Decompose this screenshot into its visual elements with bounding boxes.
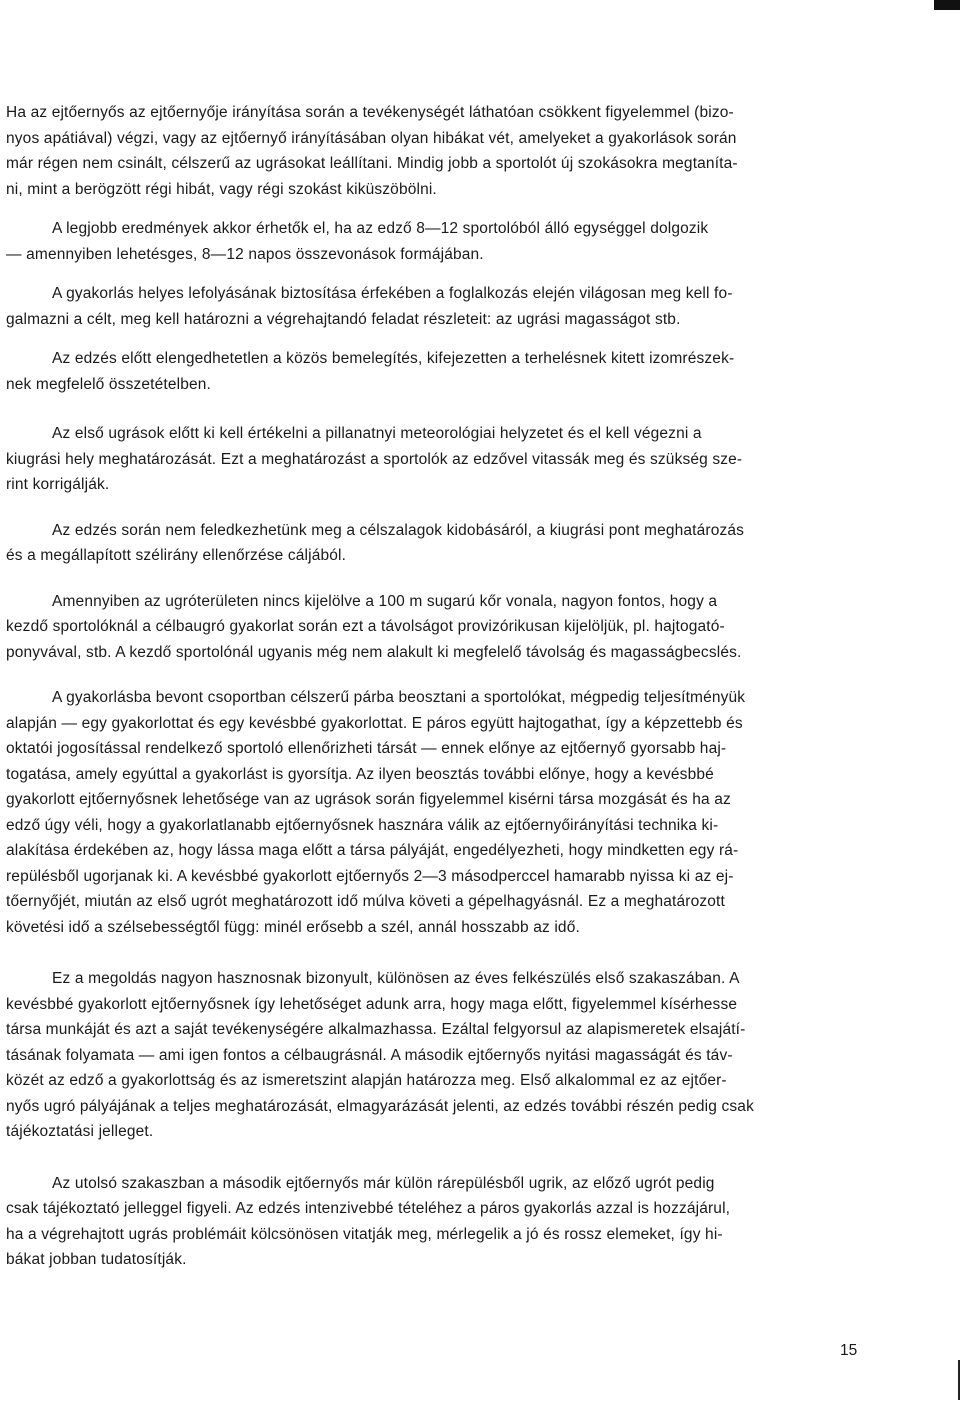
paragraph (6, 589, 884, 666)
text-line: társa munkáját és azt a saját tevékenységére alkalmazhassa. Ezáltal felgyorsul az alapismeretek elsajátí- (6, 1021, 746, 1038)
text-line: A gyakorlás helyes lefolyásának biztosítása érfekében a foglalkozás elején világosan meg kell fo- (52, 285, 733, 302)
text-line: repülésből ugorjanak ki. A kevésbbé gyakorlott ejtőernyős 2—3 másodperccel hamarabb nyissa ki az ej- (6, 867, 734, 885)
text-line: Az utolsó szakaszban a második ejtőernyős már külön rárepülésből ugrik, az előző ugrót pedig (52, 1174, 715, 1192)
paragraph (6, 100, 884, 202)
text-line: Az edzés előtt elengedhetetlen a közös bemelegítés, kifejezetten a terhelésnek kitett izomrészek- (52, 350, 735, 367)
text-line: gyakorlott ejtőernyősnek lehetősége van az ugrások során figyelemmel kisérni társa mozgását és ha az (6, 791, 731, 808)
text-line: ni, mint a berögzött régi hibát, vagy régi szokást kiküszöbölni. (6, 180, 437, 198)
paragraph (6, 1171, 884, 1273)
paragraph (6, 685, 884, 940)
text-line: tájékoztatási jelleget. (6, 1123, 154, 1140)
text-line: tásának folyamata — ami igen fontos a célbaugrásnál. A második ejtőernyős nyitási magasságát és táv- (6, 1046, 733, 1064)
text-line: A gyakorlásba bevont csoportban célszerű párba beosztani a sportolókat, mégpedig teljesítményük (52, 689, 746, 706)
paragraph (6, 216, 884, 267)
text-line: kevésbbé gyakorlott ejtőernyősnek így lehetőséget adunk arra, hogy maga előtt, figyelemmel kísérhesse (6, 995, 738, 1013)
text-line: és a megállapított szélirány ellenőrzése cáljából. (6, 547, 347, 564)
text-line: csak tájékoztató jelleggel figyeli. Az edzés intenzivebbé tételéhez a páros gyakorlás azzal is hozzájárul, (6, 1200, 731, 1217)
text-line: nyős ugró pályájának a teljes meghatározását, elmagyarázását jelenti, az edzés további részén pedig csak (6, 1097, 754, 1115)
text-line: galmazni a célt, meg kell határozni a végrehajtandó feladat részleteit: az ugrási magasságot stb. (6, 310, 681, 328)
paragraph (6, 518, 884, 569)
page-number: 15 (840, 1342, 858, 1359)
text-line: Amennyiben az ugróterületen nincs kijelölve a 100 m sugarú kőr vonala, nagyon fontos, hogy a (52, 592, 718, 610)
text-line: tőernyőjét, miután az első ugrót meghatározott idő múlva követi a gépelhagyásnál. Ez a meghatározott (6, 893, 725, 910)
text-line: oktatói jogosítással rendelkező sportoló ellenőrizheti társát — ennek előnye az ejtőernyő gyorsabb haj- (6, 740, 727, 757)
text-line: alakítása érdekében az, hogy lássa maga előtt a társa pályáját, engedélyezheti, hogy mindketten egy rá- (6, 842, 739, 859)
paragraph (6, 281, 884, 332)
text-line: ha a végrehajtott ugrás problémáit kölcsönösen vitatják meg, mérlegelik a jó és rossz elemeket, így hi- (6, 1225, 723, 1243)
text-line: togatása, amely egyúttal a gyakorlást is gyorsítja. Az ilyen beosztás további előnye, hogy a kevésbbé (6, 765, 714, 783)
page-body (6, 84, 884, 1273)
scan-corner-mark (934, 0, 960, 10)
text-line: — amennyiben lehetésges, 8—12 napos összevonások formájában. (6, 245, 484, 263)
text-line: nyos apátiával) végzi, vagy az ejtőernyő irányításában olyan hibákat vét, amelyeket a gyakorlások során (6, 129, 737, 147)
text-line: A legjobb eredmények akkor érhetők el, ha az edző 8—12 sportolóból álló egységgel dolgozik (52, 220, 709, 237)
text-line: rint korrigálják. (6, 476, 110, 493)
text-line: Az edzés során nem feledkezhetünk meg a célszalagok kidobásáról, a kiugrási pont meghatározás (52, 521, 745, 539)
text-line: edző úgy véli, hogy a gyakorlatlanabb ejtőernyősnek hasznára válik az ejtőernyőirányítási technika ki- (6, 816, 719, 834)
text-line: nek megfelelő összetételben. (6, 375, 211, 393)
text-line: Az első ugrások előtt ki kell értékelni a pillanatnyi meteorológiai helyzetet és el kell végezni a (52, 425, 702, 442)
text-line: ponyvával, stb. A kezdő sportolónál ugyanis még nem alakult ki megfelelő távolság és magasságbecslés. (6, 643, 742, 661)
text-line: kezdő sportolóknál a célbaugró gyakorlat során ezt a távolságot provizórikusan kijelöljük, pl. hajtogató- (6, 618, 725, 635)
paragraph (6, 421, 884, 498)
text-line: Ha az ejtőernyős az ejtőernyője irányítása során a tevékenységét láthatóan csökkent figyelemmel (bizo- (6, 104, 734, 121)
text-line: követési idő a szélsebességtől függ: minél erősebb a szél, annál hosszabb az idő. (6, 918, 580, 936)
text-line: közét az edző a gyakorlottság és az ismeretszint alapján határozza meg. Első alkalommal ez az ejtőer- (6, 1072, 727, 1089)
text-line: kiugrási hely meghatározását. Ezt a meghatározást a sportolók az edzővel vitassák meg és szükség sze- (6, 450, 743, 468)
paragraph (6, 966, 884, 1145)
paragraph (6, 346, 884, 397)
text-line: alapján — egy gyakorlottat és egy kevésbbé gyakorlottat. E páros együtt hajtogathat, így a képzettebb és (6, 714, 743, 732)
text-line: bákat jobban tudatosítják. (6, 1251, 187, 1268)
text-line: már régen nem csinált, célszerű az ugrásokat leállítani. Mindig jobb a sportolót új szokásokra megtaníta- (6, 155, 738, 172)
text-line: Ez a megoldás nagyon hasznosnak bizonyult, különösen az éves felkészülés első szakaszában. A (52, 970, 740, 987)
